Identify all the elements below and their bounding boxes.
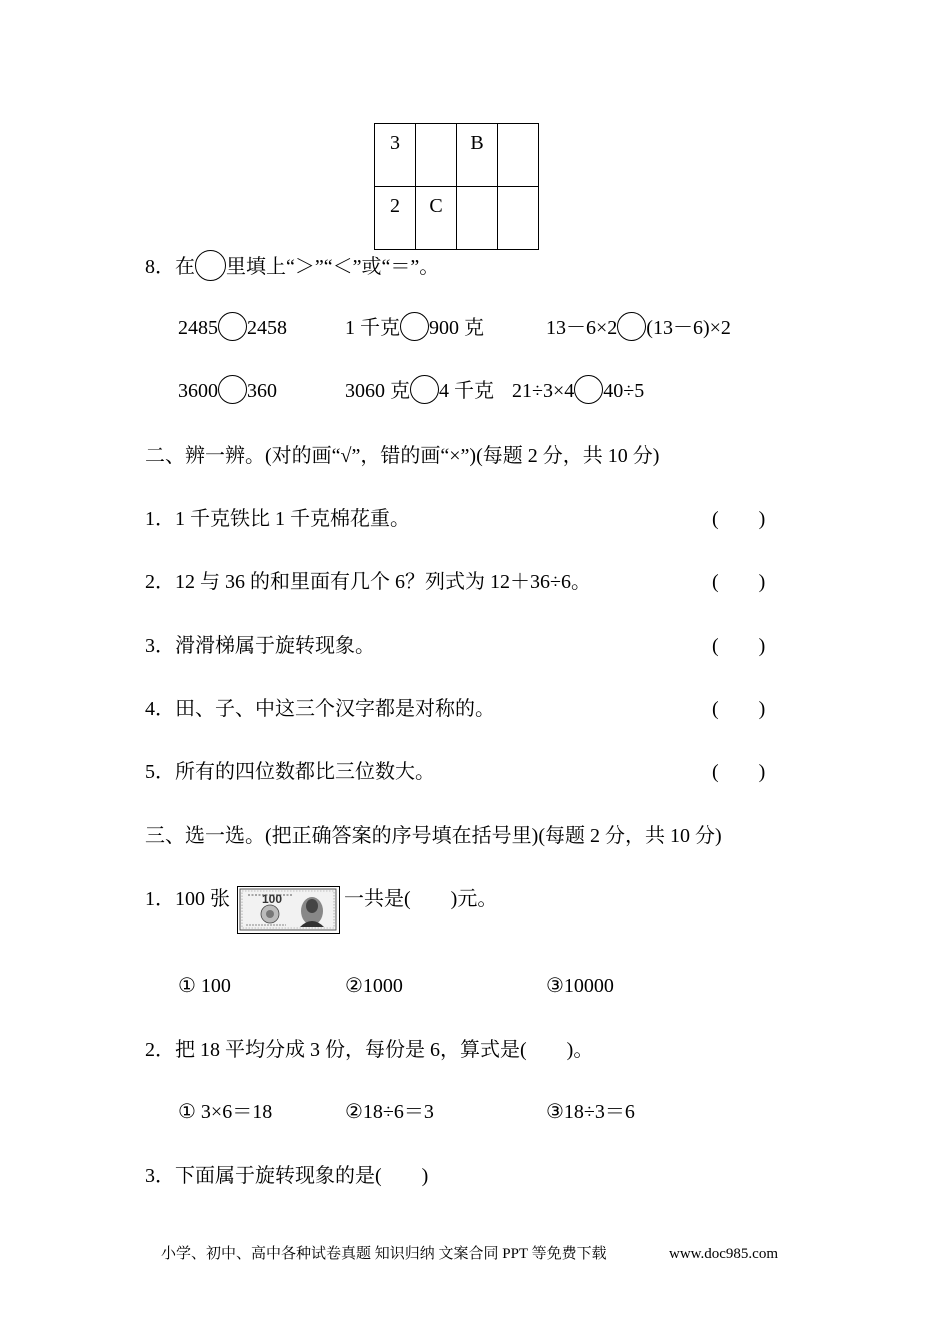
grid-cell — [498, 187, 539, 250]
answer-paren[interactable]: ( ) — [712, 761, 766, 783]
answer-paren[interactable]: ( ) — [712, 698, 766, 720]
choice-question: 3．下面属于旋转现象的是( ) — [145, 1165, 429, 1187]
answer-paren[interactable]: ( ) — [712, 508, 766, 530]
compare-item — [178, 318, 287, 341]
section2-title: 二、辨一辨。(对的画“√”，错的画“×”)(每题 2 分，共 10 分) — [145, 445, 660, 467]
choice-option[interactable]: ②1000 — [345, 975, 403, 997]
compare-left: 21÷3×4 — [512, 380, 575, 403]
compare-right: 40÷5 — [603, 380, 645, 403]
compare-circle-icon[interactable] — [218, 312, 247, 341]
answer-paren[interactable]: ( ) — [712, 635, 766, 657]
grid-cell: 3 — [375, 124, 416, 187]
compare-item — [512, 381, 644, 404]
compare-left: 3600 — [178, 380, 218, 403]
banknote-icon — [238, 887, 338, 932]
banknote-label: 100 — [262, 892, 283, 906]
compare-item — [345, 381, 494, 404]
grid-table — [374, 123, 539, 250]
choice-question-prefix: 1．100 张 — [145, 888, 230, 910]
compare-right: 2458 — [247, 317, 287, 340]
compare-circle-icon[interactable] — [410, 375, 439, 404]
judge-question: 4．田、子、中这三个汉字都是对称的。 — [145, 698, 495, 720]
compare-left: 3060 克 — [345, 380, 410, 403]
section3-title: 三、选一选。(把正确答案的序号填在括号里)(每题 2 分，共 10 分) — [145, 825, 722, 847]
compare-item — [345, 318, 484, 341]
banknote-image — [237, 886, 340, 934]
grid-row — [375, 187, 539, 250]
q8-prompt — [145, 256, 439, 281]
compare-circle-icon[interactable] — [574, 375, 603, 404]
compare-right: (13－6)×2 — [646, 317, 731, 340]
judge-question: 3．滑滑梯属于旋转现象。 — [145, 635, 375, 657]
choice-option[interactable]: ③18÷3＝6 — [546, 1101, 635, 1123]
choice-question-suffix: 一共是( )元。 — [344, 888, 498, 910]
compare-circle-icon[interactable] — [400, 312, 429, 341]
judge-question: 2．12 与 36 的和里面有几个 6？列式为 12＋36÷6。 — [145, 571, 591, 593]
choice-option[interactable]: ②18÷6＝3 — [345, 1101, 434, 1123]
choice-option[interactable]: ① 100 — [178, 975, 231, 997]
grid-cell — [498, 124, 539, 187]
grid-cell — [416, 124, 457, 187]
grid-cell: B — [457, 124, 498, 187]
compare-left: 2485 — [178, 317, 218, 340]
compare-item — [546, 318, 731, 341]
compare-left: 1 千克 — [345, 317, 400, 340]
compare-circle-icon[interactable] — [617, 312, 646, 341]
grid-cell — [457, 187, 498, 250]
compare-item — [178, 381, 277, 404]
footer-text: 小学、初中、高中各种试卷真题 知识归纳 文案合同 PPT 等免费下载 — [161, 1246, 607, 1262]
choice-option[interactable]: ① 3×6＝18 — [178, 1101, 273, 1123]
compare-right: 4 千克 — [439, 380, 494, 403]
compare-circle-icon[interactable] — [218, 375, 247, 404]
grid-row — [375, 124, 539, 187]
judge-question: 1．1 千克铁比 1 千克棉花重。 — [145, 508, 410, 530]
grid-cell: C — [416, 187, 457, 250]
compare-circle-icon[interactable] — [195, 250, 226, 281]
compare-right: 360 — [247, 380, 277, 403]
compare-left: 13－6×2 — [546, 317, 618, 340]
judge-question: 5．所有的四位数都比三位数大。 — [145, 761, 435, 783]
choice-option[interactable]: ③10000 — [546, 975, 614, 997]
q8-prompt-start: 8．在 — [145, 256, 195, 279]
grid-cell: 2 — [375, 187, 416, 250]
compare-right: 900 克 — [429, 317, 484, 340]
answer-paren[interactable]: ( ) — [712, 571, 766, 593]
footer-url[interactable]: www.doc985.com — [669, 1246, 779, 1262]
q8-prompt-end: 里填上“＞”“＜”或“＝”。 — [226, 256, 440, 279]
choice-question: 2．把 18 平均分成 3 份，每份是 6，算式是( )。 — [145, 1039, 594, 1061]
